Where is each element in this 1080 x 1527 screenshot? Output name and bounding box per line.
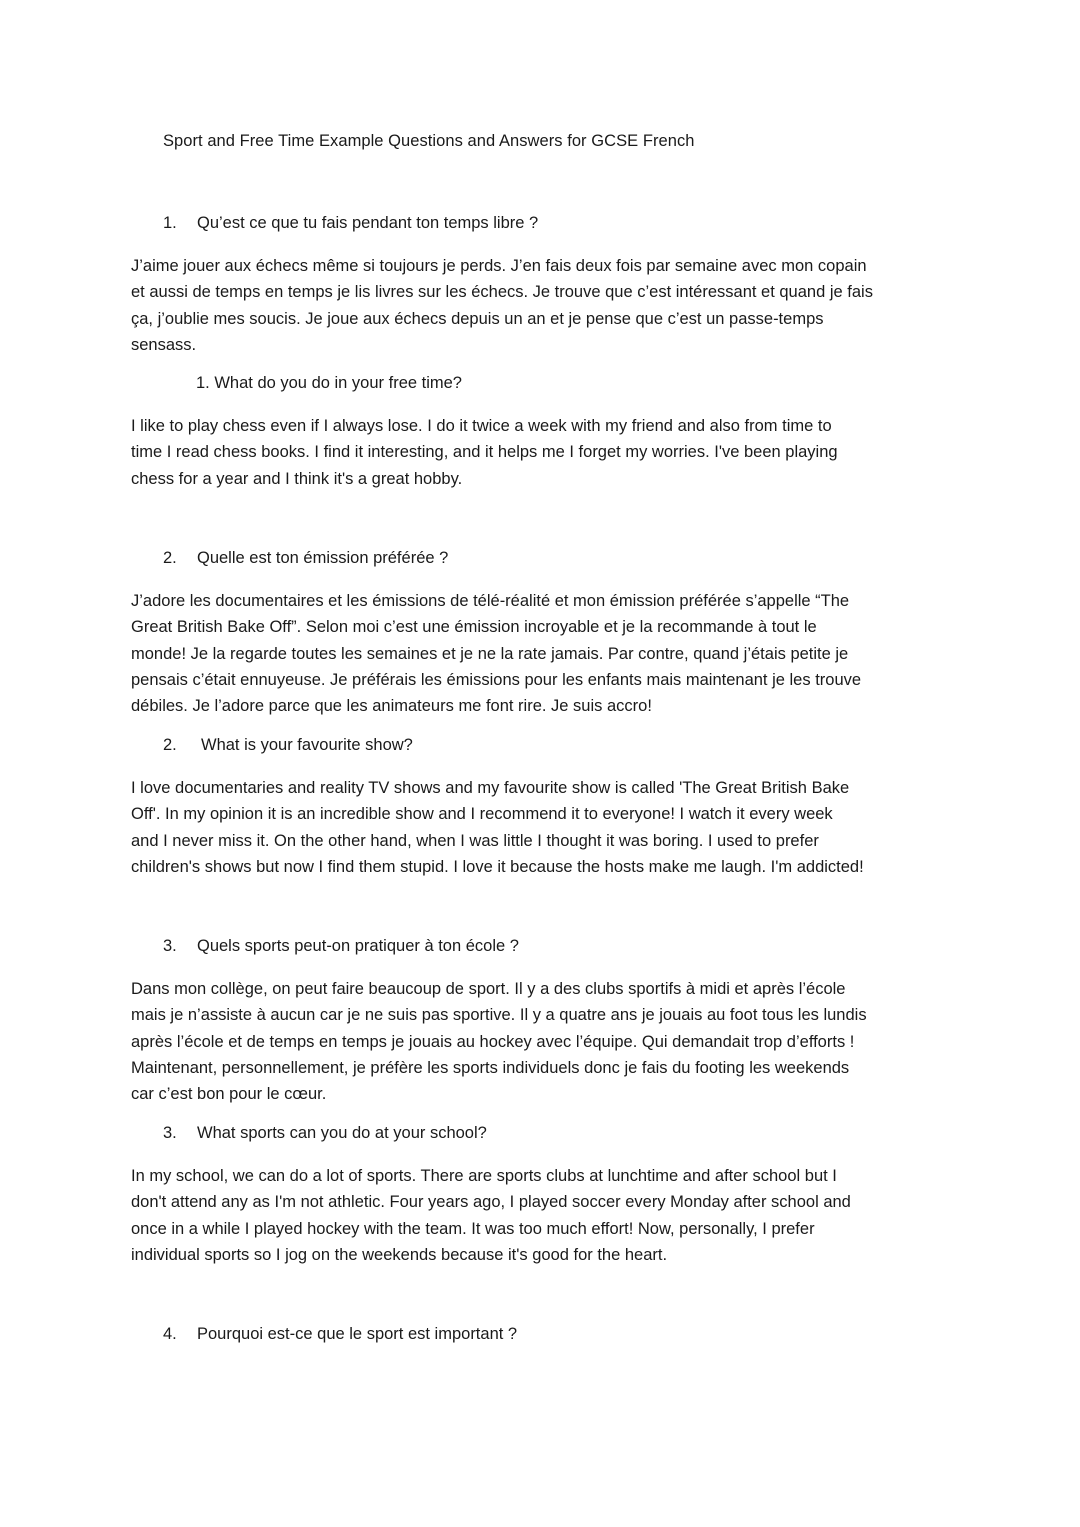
question-3-english [163, 1124, 487, 1143]
answer-line: Maintenant, personnellement, je préfère les sports individuels donc je fais du footing les weekends [131, 1058, 850, 1077]
answer-3-english [131, 1163, 961, 1268]
question-number: 1. [163, 214, 177, 232]
answer-line: In my school, we can do a lot of sports. There are sports clubs at lunchtime and after school but I [131, 1167, 837, 1185]
answer-line: après l’école et de temps en temps je jouais au hockey avec l’équipe. Qui demandait trop d’efforts ! [131, 1032, 855, 1051]
answer-1-english [131, 413, 961, 492]
answer-line: car c’est bon pour le cœur. [131, 1085, 327, 1104]
answer-1-french [131, 253, 961, 358]
answer-line: once in a while I played hockey with the team. It was too much effort! Now, personally, I prefer [131, 1219, 815, 1238]
answer-line: I like to play chess even if I always lose. I do it twice a week with my friend and also from time to [131, 417, 832, 435]
answer-line: individual sports so I jog on the weekends because it's good for the heart. [131, 1245, 668, 1264]
answer-line: Dans mon collège, on peut faire beaucoup de sport. Il y a des clubs sportifs à midi et après l’école [131, 980, 846, 998]
answer-line: Great British Bake Off”. Selon moi c’est une émission incroyable et je la recommande à tout le [131, 618, 817, 637]
question-text: Quels sports peut-on pratiquer à ton école ? [197, 937, 519, 955]
question-text: Pourquoi est-ce que le sport est important ? [197, 1325, 518, 1343]
answer-line: time I read chess books. I find it interesting, and it helps me I forget my worries. I've been playing [131, 443, 838, 462]
answer-line: I love documentaries and reality TV shows and my favourite show is called 'The Great British Bake [131, 779, 850, 797]
question-text: Quelle est ton émission préférée ? [197, 549, 449, 567]
question-2-french [163, 549, 448, 568]
question-number: 3. [163, 1124, 177, 1142]
answer-line: J’adore les documentaires et les émissions de télé-réalité et mon émission préférée s’appelle “The [131, 592, 850, 610]
question-4-french [163, 1325, 517, 1344]
question-2-english [163, 736, 413, 755]
answer-line: et aussi de temps en temps je lis livres sur les échecs. Je trouve que c’est intéressant et quand je fais [131, 283, 873, 302]
answer-line: sensass. [131, 335, 197, 354]
question-number: 3. [163, 937, 177, 955]
document-title: Sport and Free Time Example Questions and Answers for GCSE French [163, 132, 695, 150]
question-text: Qu’est ce que tu fais pendant ton temps libre ? [197, 214, 539, 232]
question-text: What sports can you do at your school? [197, 1124, 487, 1142]
answer-line: and I never miss it. On the other hand, when I was little I thought it was boring. I used to prefer [131, 831, 819, 850]
question-number: 4. [163, 1325, 177, 1343]
answer-line: monde! Je la regarde toutes les semaines et je ne la rate jamais. Par contre, quand j’étais petite je [131, 644, 849, 663]
question-1-french [163, 214, 538, 233]
answer-line: don't attend any as I'm not athletic. Four years ago, I played soccer every Monday after school and [131, 1193, 851, 1212]
question-number: 2. [163, 549, 177, 567]
answer-line: débiles. Je l’adore parce que les animateurs me font rire. Je suis accro! [131, 697, 652, 716]
answer-line: children's shows but now I find them stupid. I love it because the hosts make me laugh. I'm addicted! [131, 857, 864, 876]
question-1-english [196, 374, 462, 393]
answer-line: ça, j’oublie mes soucis. Je joue aux échecs depuis un an et je pense que c’est un passe-temps [131, 309, 824, 328]
answer-line: Off'. In my opinion it is an incredible show and I recommend it to everyone! I watch it every week [131, 805, 833, 824]
answer-2-french [131, 588, 961, 719]
answer-line: pensais c’était ennuyeuse. Je préférais les émissions pour les enfants mais maintenant je les trouve [131, 670, 862, 689]
answer-line: J’aime jouer aux échecs même si toujours je perds. J’en fais deux fois par semaine avec mon copain [131, 257, 867, 275]
question-text: What is your favourite show? [201, 736, 413, 754]
answer-3-french [131, 976, 961, 1107]
question-3-french [163, 937, 519, 956]
question-text: 1. What do you do in your free time? [196, 374, 462, 392]
answer-2-english [131, 775, 961, 880]
answer-line: chess for a year and I think it's a great hobby. [131, 469, 463, 488]
answer-line: mais je n’assiste à aucun car je ne suis pas sportive. Il y a quatre ans je jouais au foot tous les lundis [131, 1006, 867, 1025]
question-number: 2. [163, 736, 177, 754]
